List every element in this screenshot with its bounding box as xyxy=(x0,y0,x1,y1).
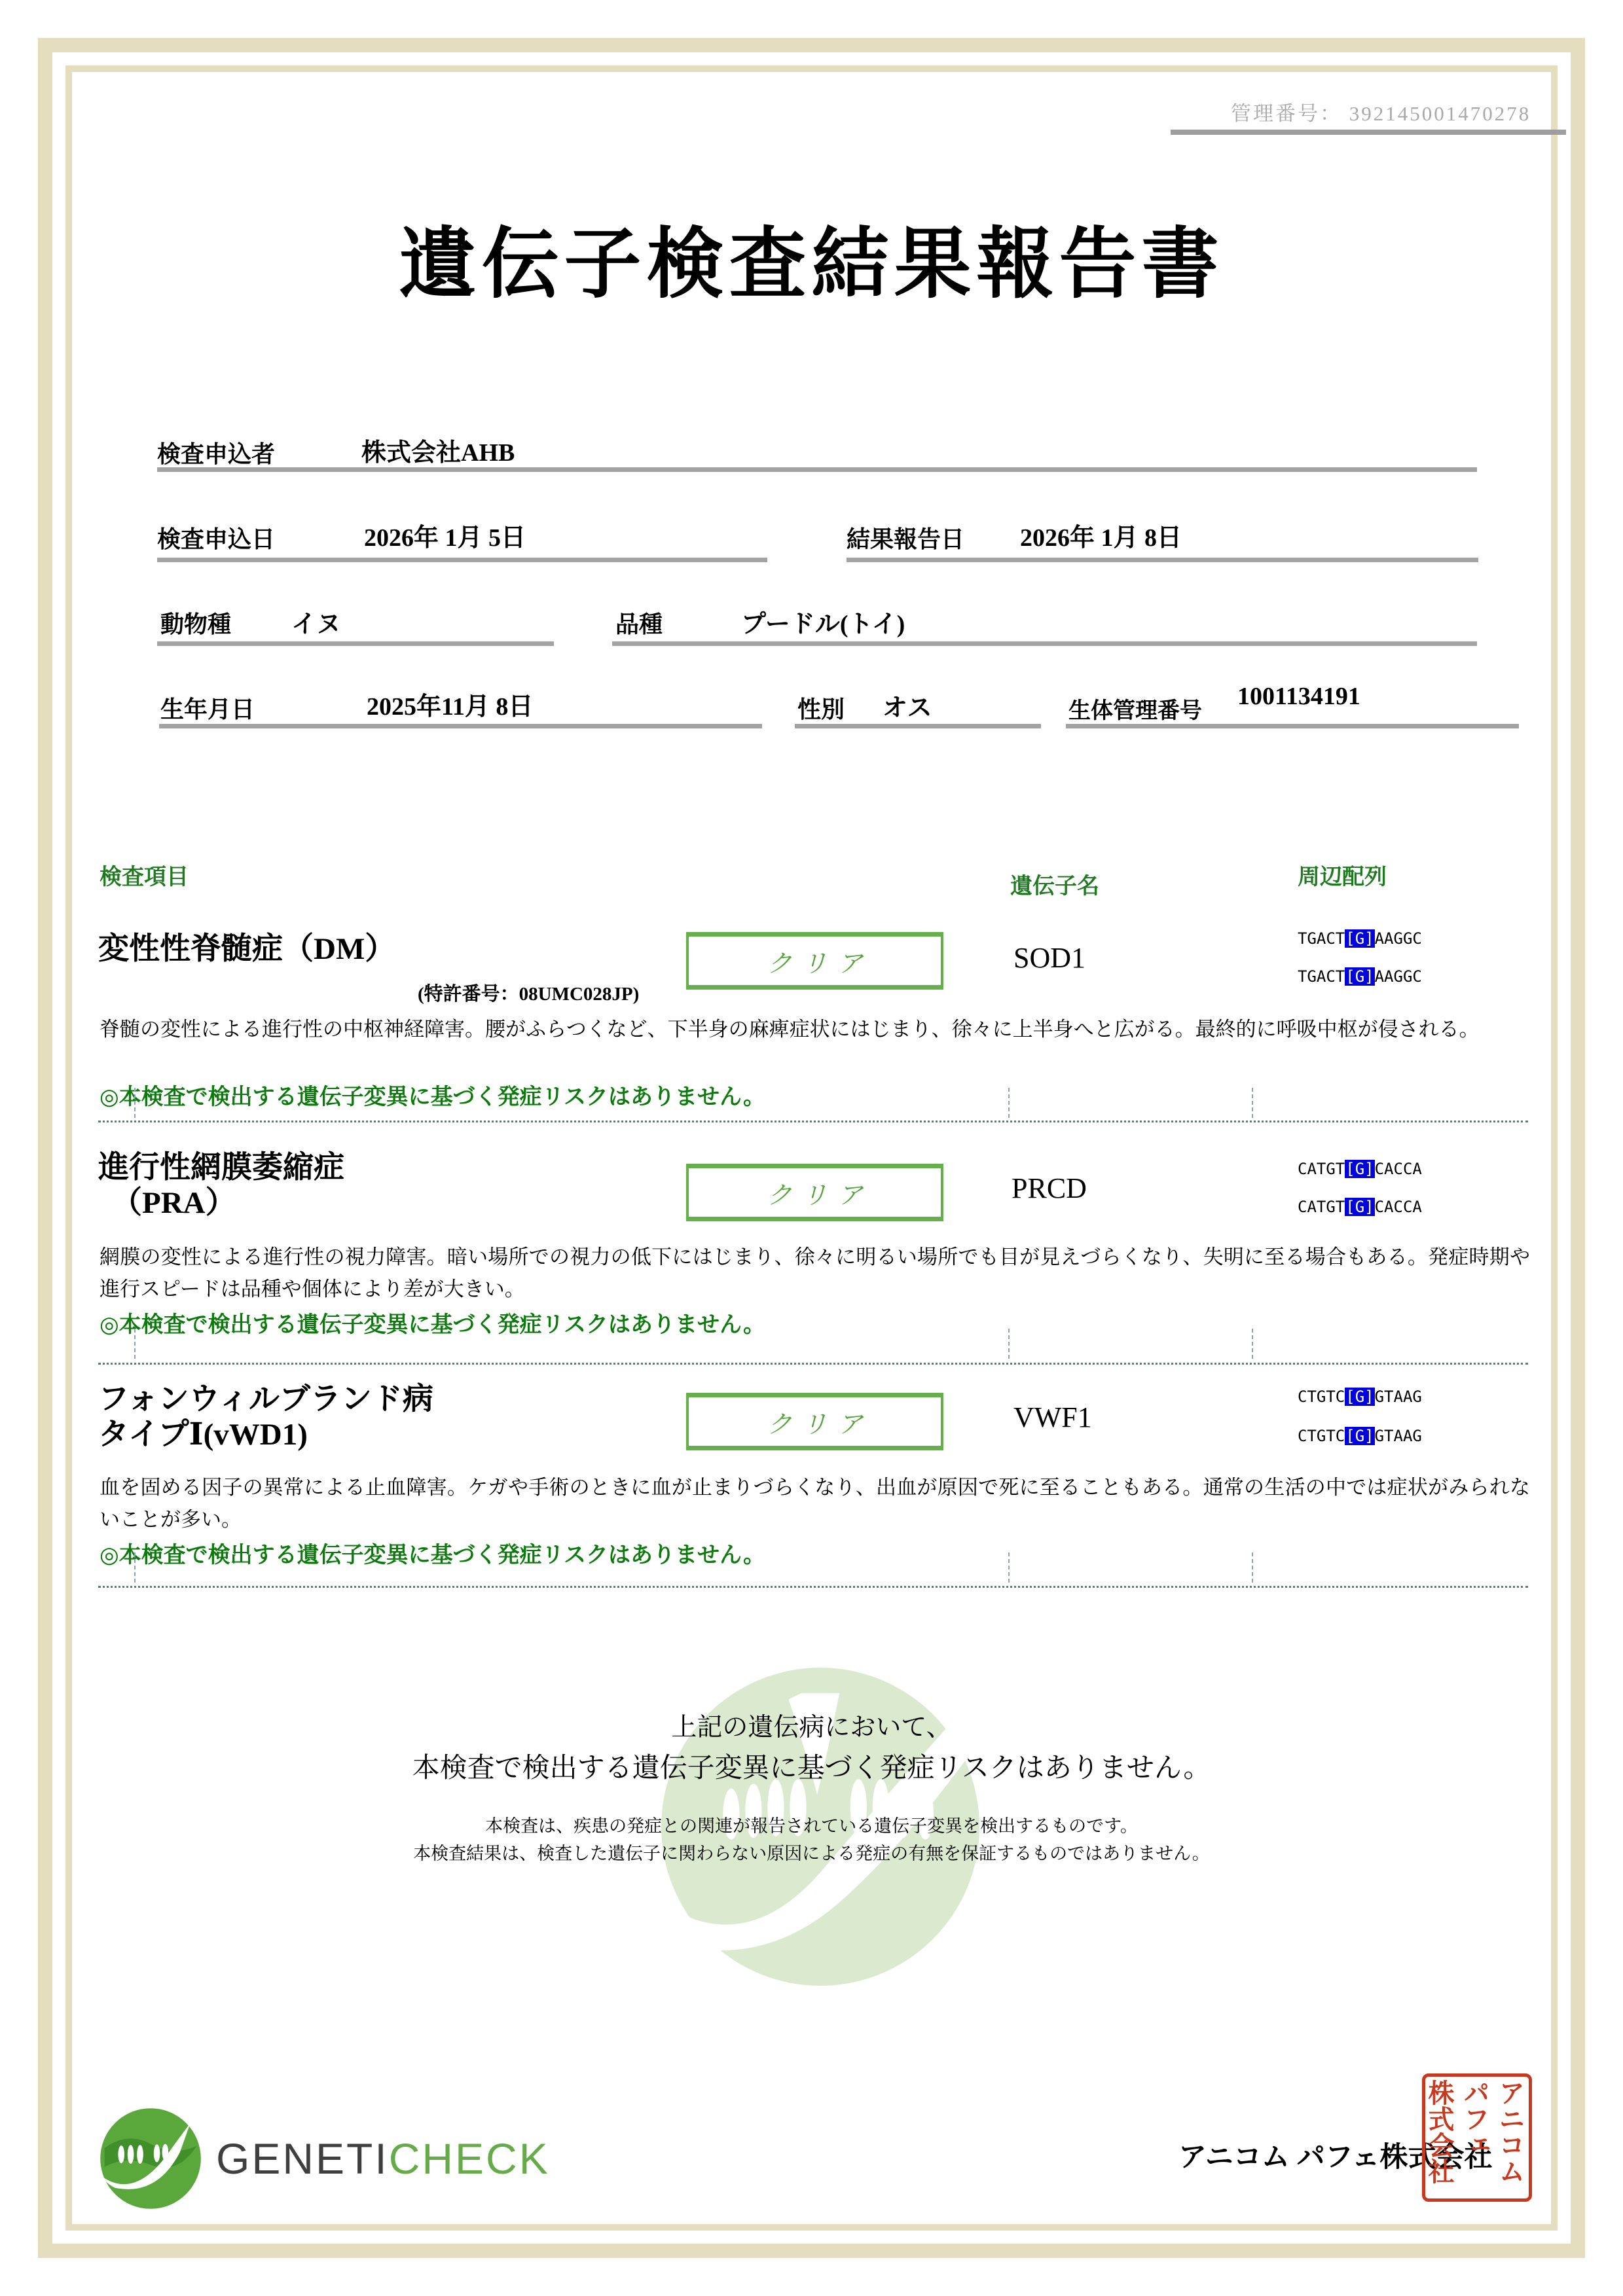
summary-note2: 本検査結果は、検査した遺伝子に関わらない原因による発症の有無を保証するものではありません。 xyxy=(413,1844,1210,1863)
company-name: アニコム パフェ株式会社 xyxy=(1178,2142,1493,2173)
test-item-name: フォンウィルブランド病 xyxy=(98,1382,433,1416)
breed-underline xyxy=(612,641,1477,646)
column-tick xyxy=(134,1329,136,1359)
logo-text-check: CHECK xyxy=(388,2134,550,2183)
geneticheck-wordmark xyxy=(216,2134,550,2183)
sex-label: 性別 xyxy=(797,696,845,723)
breed-value: プードル(トイ) xyxy=(741,611,905,638)
sequence-line xyxy=(1298,1427,1422,1445)
gene-name: VWF1 xyxy=(1013,1401,1092,1433)
risk-note: ◎本検査で検出する遺伝子変異に基づく発症リスクはありません。 xyxy=(100,1543,766,1568)
sequence-variant: [G] xyxy=(1345,1388,1374,1406)
sequence-suffix: GTAAG xyxy=(1374,1427,1422,1445)
species-underline xyxy=(157,641,554,646)
sex-value: オス xyxy=(883,694,932,722)
summary-line2-row xyxy=(0,1746,1623,1785)
column-tick xyxy=(134,1552,136,1583)
item-separator xyxy=(98,1586,1528,1588)
sequence-line xyxy=(1298,1160,1422,1178)
test-item-name-line2: （PRA） xyxy=(111,1186,236,1220)
sequence-suffix: CACCA xyxy=(1374,1198,1422,1216)
item-separator xyxy=(98,1363,1528,1365)
risk-note: ◎本検査で検出する遺伝子変異に基づく発症リスクはありません。 xyxy=(100,1085,766,1109)
seal-column-2: パフェ xyxy=(1460,2079,1489,2158)
application-date-underline xyxy=(157,558,767,562)
column-tick xyxy=(1252,1088,1253,1118)
sequence-prefix: CATGT xyxy=(1298,1198,1345,1216)
summary-note2-row xyxy=(0,1839,1623,1865)
control-number-label: 管理番号： xyxy=(1231,102,1342,125)
column-header-test-item: 検査項目 xyxy=(100,865,189,889)
column-tick xyxy=(1008,1088,1010,1118)
title-row xyxy=(0,202,1623,313)
summary-note1: 本検査は、疾患の発症との関連が報告されている遺伝子変異を検出するものです。 xyxy=(485,1816,1138,1836)
result-badge xyxy=(686,1164,943,1221)
column-tick xyxy=(1252,1552,1253,1583)
species-value: イヌ xyxy=(291,611,342,638)
sequence-variant: [G] xyxy=(1345,929,1374,948)
sequence-prefix: CATGT xyxy=(1298,1160,1345,1178)
test-item-description: 脊髄の変性による進行性の中枢神経障害。腰がふらつくなど、下半身の麻痺症状にはじまり、徐々に上半身へと広がる。最終的に呼吸中枢が侵される。 xyxy=(100,1018,1480,1041)
sequence-variant: [G] xyxy=(1345,1198,1374,1216)
summary-line1-row xyxy=(0,1707,1623,1744)
logo-text-geneti: GENETI xyxy=(216,2134,389,2183)
column-tick xyxy=(1008,1329,1010,1359)
geneticheck-logo-icon xyxy=(98,2106,203,2211)
birth-date-underline xyxy=(159,724,762,728)
report-date-label: 結果報告日 xyxy=(847,526,965,552)
sequence-prefix: CTGTC xyxy=(1298,1427,1345,1445)
sequence-variant: [G] xyxy=(1345,1160,1374,1178)
test-item-description: 血を固める因子の異常による止血障害。ケガや手術のときに血が止まりづらくなり、出血が原因で死に至ることもある。通常の生活の中では症状がみられないことが多い。 xyxy=(100,1476,1530,1531)
sequence-line xyxy=(1298,967,1422,986)
result-text: クリア xyxy=(767,1410,873,1439)
applicant-underline xyxy=(157,467,1477,472)
result-text: クリア xyxy=(767,1181,873,1210)
sequence-prefix: TGACT xyxy=(1298,967,1345,986)
risk-note: ◎本検査で検出する遺伝子変異に基づく発症リスクはありません。 xyxy=(100,1312,766,1337)
sequence-suffix: CACCA xyxy=(1374,1160,1422,1178)
species-label: 動物種 xyxy=(160,611,232,637)
animal-id-label: 生体管理番号 xyxy=(1068,699,1202,723)
application-date-value: 2026年 1月 5日 xyxy=(364,524,526,552)
birth-date-value: 2025年11月 8日 xyxy=(367,693,534,721)
sequence-line xyxy=(1298,929,1422,948)
birth-date-label: 生年月日 xyxy=(160,696,255,723)
sequence-suffix: AAGGC xyxy=(1374,967,1422,986)
seal-column-1: アニコム xyxy=(1495,2079,1525,2184)
sequence-variant: [G] xyxy=(1345,1427,1374,1445)
column-header-sequence: 周辺配列 xyxy=(1298,865,1387,889)
page-title: 遺伝子検査結果報告書 xyxy=(399,222,1224,308)
gene-name: PRCD xyxy=(1012,1172,1087,1204)
gene-name: SOD1 xyxy=(1013,942,1086,974)
breed-label: 品種 xyxy=(615,611,663,637)
column-tick xyxy=(1252,1329,1253,1359)
control-number-underline xyxy=(1171,130,1566,135)
animal-id-underline xyxy=(1066,724,1519,728)
sex-underline xyxy=(795,724,1041,728)
geneticheck-logo xyxy=(98,2106,550,2211)
column-tick xyxy=(1008,1552,1010,1583)
control-number-value: 392145001470278 xyxy=(1349,102,1531,125)
sequence-line xyxy=(1298,1198,1422,1216)
test-item-name: 進行性網膜萎縮症 xyxy=(98,1151,344,1185)
application-date-label: 検査申込日 xyxy=(157,526,276,552)
applicant-value: 株式会社AHB xyxy=(361,439,515,467)
test-item-description: 網膜の変性による進行性の視力障害。暗い場所での視力の低下にはじまり、徐々に明るい場所でも目が見えづらくなり、失明に至る場合もある。発症時期や進行スピードは品種や個体により差が大きい。 xyxy=(100,1246,1530,1300)
test-item-name: 変性性脊髄症（DM） xyxy=(98,932,396,966)
column-tick xyxy=(134,1088,136,1118)
summary-line1: 上記の遺伝病において、 xyxy=(671,1713,952,1742)
item-separator xyxy=(98,1121,1528,1122)
result-badge xyxy=(686,932,943,990)
sequence-prefix: TGACT xyxy=(1298,929,1345,948)
animal-id-value: 1001134191 xyxy=(1237,683,1360,710)
result-text: クリア xyxy=(767,950,873,978)
summary-line2: 本検査で検出する遺伝子変異に基づく発症リスクはありません。 xyxy=(412,1752,1211,1783)
company-seal xyxy=(1422,2073,1532,2202)
seal-column-3: 株式会社 xyxy=(1425,2079,1454,2184)
applicant-label: 検査申込者 xyxy=(157,441,276,467)
column-header-gene: 遺伝子名 xyxy=(1010,874,1099,899)
control-number-line xyxy=(1231,97,1531,126)
sequence-variant: [G] xyxy=(1345,967,1374,986)
sequence-line xyxy=(1298,1388,1422,1406)
report-date-underline xyxy=(847,558,1478,562)
summary-note1-row xyxy=(0,1812,1623,1837)
test-item-name-line2: タイプⅠ(vWD1) xyxy=(98,1418,308,1452)
test-item-patent: (特許番号：08UMC028JP) xyxy=(418,984,640,1005)
sequence-suffix: GTAAG xyxy=(1374,1388,1422,1406)
report-date-value: 2026年 1月 8日 xyxy=(1020,524,1182,552)
sequence-prefix: CTGTC xyxy=(1298,1388,1345,1406)
result-badge xyxy=(686,1393,943,1450)
sequence-suffix: AAGGC xyxy=(1374,929,1422,948)
